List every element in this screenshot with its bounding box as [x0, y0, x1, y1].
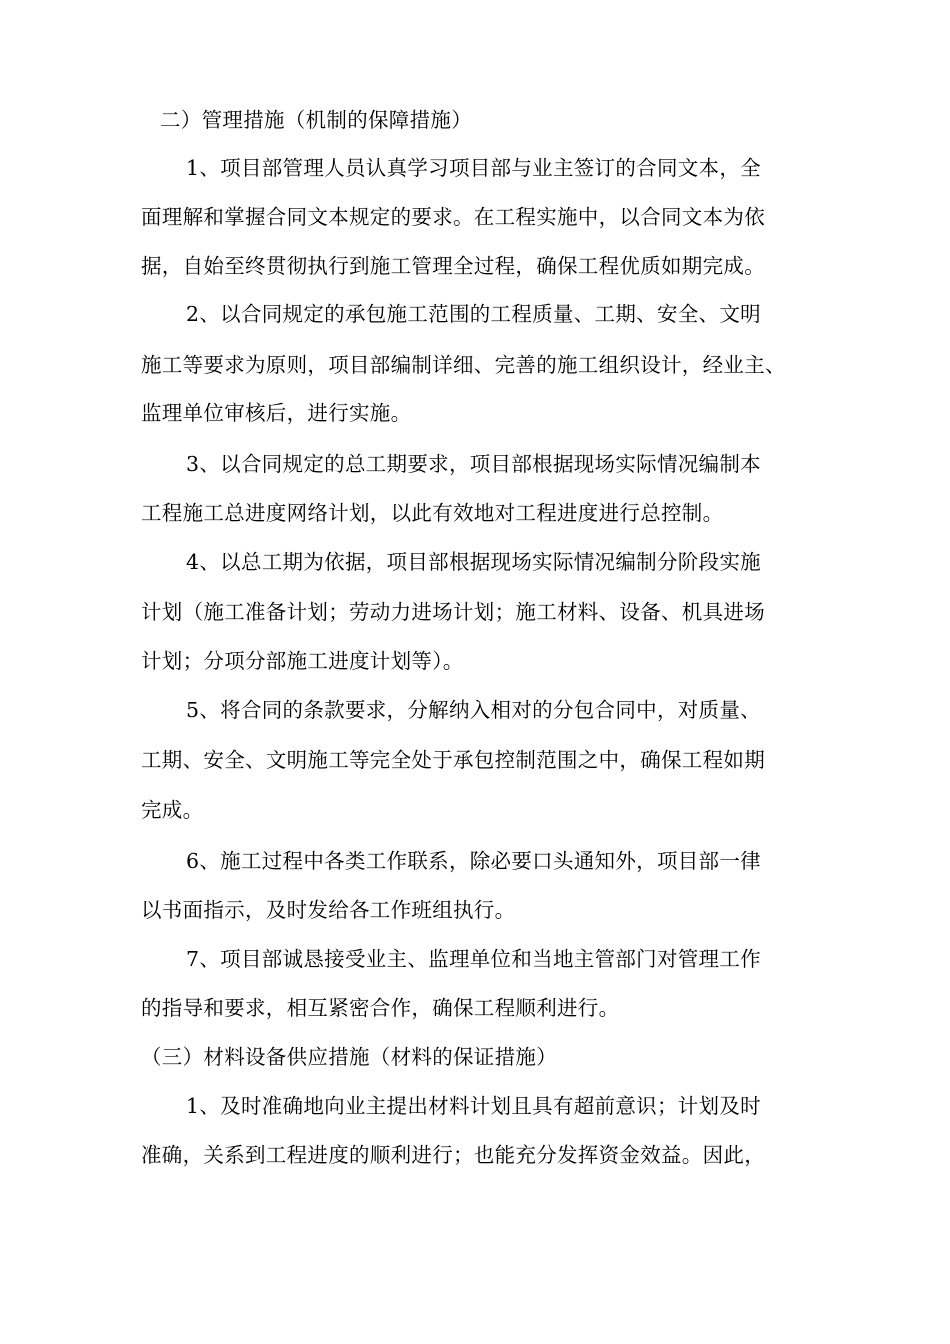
- paragraph-line: 工程施工总进度网络计划，以此有效地对工程进度进行总控制。: [141, 501, 724, 525]
- paragraph-line: 准确，关系到工程进度的顺利进行；也能充分发挥资金效益。因此，: [141, 1143, 765, 1167]
- paragraph-line: 以书面指示，及时发给各工作班组执行。: [141, 898, 516, 922]
- paragraph-line: 计划（施工准备计划；劳动力进场计划；施工材料、设备、机具进场: [141, 600, 765, 624]
- paragraph-line: 计划；分项分部施工进度计划等）。: [141, 649, 464, 673]
- paragraph-line: 1、及时准确地向业主提出材料计划且具有超前意识；计划及时: [186, 1094, 761, 1118]
- paragraph-line: 1、项目部管理人员认真学习项目部与业主签订的合同文本，全: [186, 156, 761, 180]
- paragraph-line: 施工等要求为原则，项目部编制详细、完善的施工组织设计，经业主、: [141, 353, 786, 377]
- paragraph-line: 的指导和要求，相互紧密合作，确保工程顺利进行。: [141, 996, 620, 1020]
- paragraph-line: 监理单位审核后，进行实施。: [141, 401, 412, 425]
- paragraph-line: 面理解和掌握合同文本规定的要求。在工程实施中，以合同文本为依: [141, 205, 765, 229]
- paragraph-line: 5、将合同的条款要求，分解纳入相对的分包合同中，对质量、: [186, 698, 761, 722]
- paragraph-line: 3、以合同规定的总工期要求，项目部根据现场实际情况编制本: [186, 452, 761, 476]
- section-heading: 二）管理措施（机制的保障措施）: [160, 108, 472, 132]
- paragraph-line: 2、以合同规定的承包施工范围的工程质量、工期、安全、文明: [186, 302, 761, 326]
- paragraph-line: 4、以总工期为依据，项目部根据现场实际情况编制分阶段实施: [186, 550, 761, 574]
- paragraph-line: 据，自始至终贯彻执行到施工管理全过程，确保工程优质如期完成。: [141, 254, 765, 278]
- paragraph-line: 6、施工过程中各类工作联系，除必要口头通知外，项目部一律: [186, 849, 761, 873]
- paragraph-line: 7、项目部诚恳接受业主、监理单位和当地主管部门对管理工作: [186, 947, 761, 971]
- paragraph-line: 完成。: [141, 798, 204, 822]
- paragraph-line: 工期、安全、文明施工等完全处于承包控制范围之中，确保工程如期: [141, 748, 765, 772]
- section-heading: （三）材料设备供应措施（材料的保证措施）: [141, 1045, 557, 1069]
